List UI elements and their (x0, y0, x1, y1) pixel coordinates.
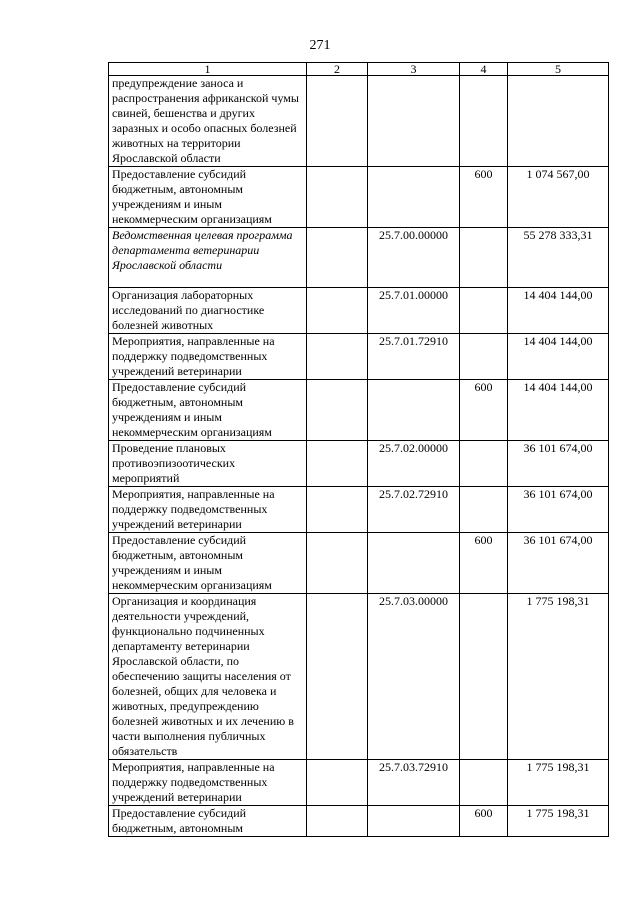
row-amount-cell: 1 074 567,00 (508, 167, 609, 228)
row-type-cell (460, 288, 508, 334)
row-amount-cell: 36 101 674,00 (508, 441, 609, 487)
table-row (109, 533, 609, 594)
row-amount-cell: 1 775 198,31 (508, 594, 609, 760)
row-type-cell (460, 228, 508, 288)
table-row (109, 167, 609, 228)
row-code-cell: 25.7.01.00000 (368, 288, 460, 334)
table-row (109, 380, 609, 441)
row-code-cell (368, 533, 460, 594)
row-col2-cell (307, 441, 368, 487)
row-amount-cell: 55 278 333,31 (508, 228, 609, 288)
row-col2-cell (307, 487, 368, 533)
column-header: 4 (460, 63, 508, 76)
row-code-cell: 25.7.02.72910 (368, 487, 460, 533)
table-row (109, 760, 609, 806)
row-code-cell (368, 167, 460, 228)
row-name-cell: Ведомственная целевая программа департамента ветеринарии Ярославской области (109, 228, 307, 288)
row-name-cell: Мероприятия, направленные на поддержку подведомственных учреждений ветеринарии (109, 760, 307, 806)
row-type-cell: 600 (460, 167, 508, 228)
row-col2-cell (307, 76, 368, 167)
table-row (109, 594, 609, 760)
row-col2-cell (307, 228, 368, 288)
row-name-cell: Предоставление субсидий бюджетным, автономным учреждениям и иным некоммерческим организациям (109, 533, 307, 594)
row-name-cell: предупреждение заноса и распространения африканской чумы свиней, бешенства и других заразных и особо опасных болезней животных на территории Ярославской области (109, 76, 307, 167)
row-amount-cell: 1 775 198,31 (508, 806, 609, 837)
row-name-cell: Мероприятия, направленные на поддержку подведомственных учреждений ветеринарии (109, 334, 307, 380)
row-code-cell (368, 76, 460, 167)
row-col2-cell (307, 167, 368, 228)
row-type-cell: 600 (460, 806, 508, 837)
table-row (109, 441, 609, 487)
row-type-cell: 600 (460, 380, 508, 441)
row-type-cell (460, 760, 508, 806)
row-type-cell (460, 334, 508, 380)
row-name-cell: Мероприятия, направленные на поддержку подведомственных учреждений ветеринарии (109, 487, 307, 533)
budget-table (108, 62, 609, 837)
row-code-cell (368, 380, 460, 441)
row-col2-cell (307, 806, 368, 837)
row-amount-cell: 14 404 144,00 (508, 334, 609, 380)
row-type-cell (460, 594, 508, 760)
row-col2-cell (307, 594, 368, 760)
row-name-cell: Предоставление субсидий бюджетным, автономным (109, 806, 307, 837)
row-col2-cell (307, 334, 368, 380)
row-amount-cell (508, 76, 609, 167)
row-code-cell: 25.7.03.72910 (368, 760, 460, 806)
row-code-cell: 25.7.03.00000 (368, 594, 460, 760)
row-amount-cell: 14 404 144,00 (508, 380, 609, 441)
table-row (109, 288, 609, 334)
table-row (109, 806, 609, 837)
row-type-cell (460, 487, 508, 533)
table-row (109, 228, 609, 288)
row-type-cell: 600 (460, 533, 508, 594)
table-row (109, 334, 609, 380)
column-header: 2 (307, 63, 368, 76)
column-header: 3 (368, 63, 460, 76)
row-col2-cell (307, 533, 368, 594)
row-name-cell: Организация и координация деятельности учреждений, функционально подчиненных департаменту ветеринарии Ярославской области, по обеспечению защиты населения от болезней, общих для человека и животных, предупреждению болезней животных и их лечению в части выполнения публичных обязательств (109, 594, 307, 760)
row-name-cell: Организация лабораторных исследований по диагностике болезней животных (109, 288, 307, 334)
column-header: 5 (508, 63, 609, 76)
row-code-cell: 25.7.02.00000 (368, 441, 460, 487)
column-header: 1 (109, 63, 307, 76)
table-row (109, 487, 609, 533)
row-amount-cell: 36 101 674,00 (508, 487, 609, 533)
row-amount-cell: 36 101 674,00 (508, 533, 609, 594)
row-code-cell: 25.7.00.00000 (368, 228, 460, 288)
table-row (109, 76, 609, 167)
row-code-cell (368, 806, 460, 837)
row-type-cell (460, 76, 508, 167)
row-amount-cell: 1 775 198,31 (508, 760, 609, 806)
row-type-cell (460, 441, 508, 487)
row-code-cell: 25.7.01.72910 (368, 334, 460, 380)
table-header-row (109, 63, 609, 76)
row-col2-cell (307, 760, 368, 806)
row-name-cell: Предоставление субсидий бюджетным, автономным учреждениям и иным некоммерческим организациям (109, 380, 307, 441)
row-amount-cell: 14 404 144,00 (508, 288, 609, 334)
row-name-cell: Проведение плановых противоэпизоотических мероприятий (109, 441, 307, 487)
row-col2-cell (307, 288, 368, 334)
page-number: 271 (309, 38, 331, 53)
row-col2-cell (307, 380, 368, 441)
row-name-cell: Предоставление субсидий бюджетным, автономным учреждениям и иным некоммерческим организациям (109, 167, 307, 228)
